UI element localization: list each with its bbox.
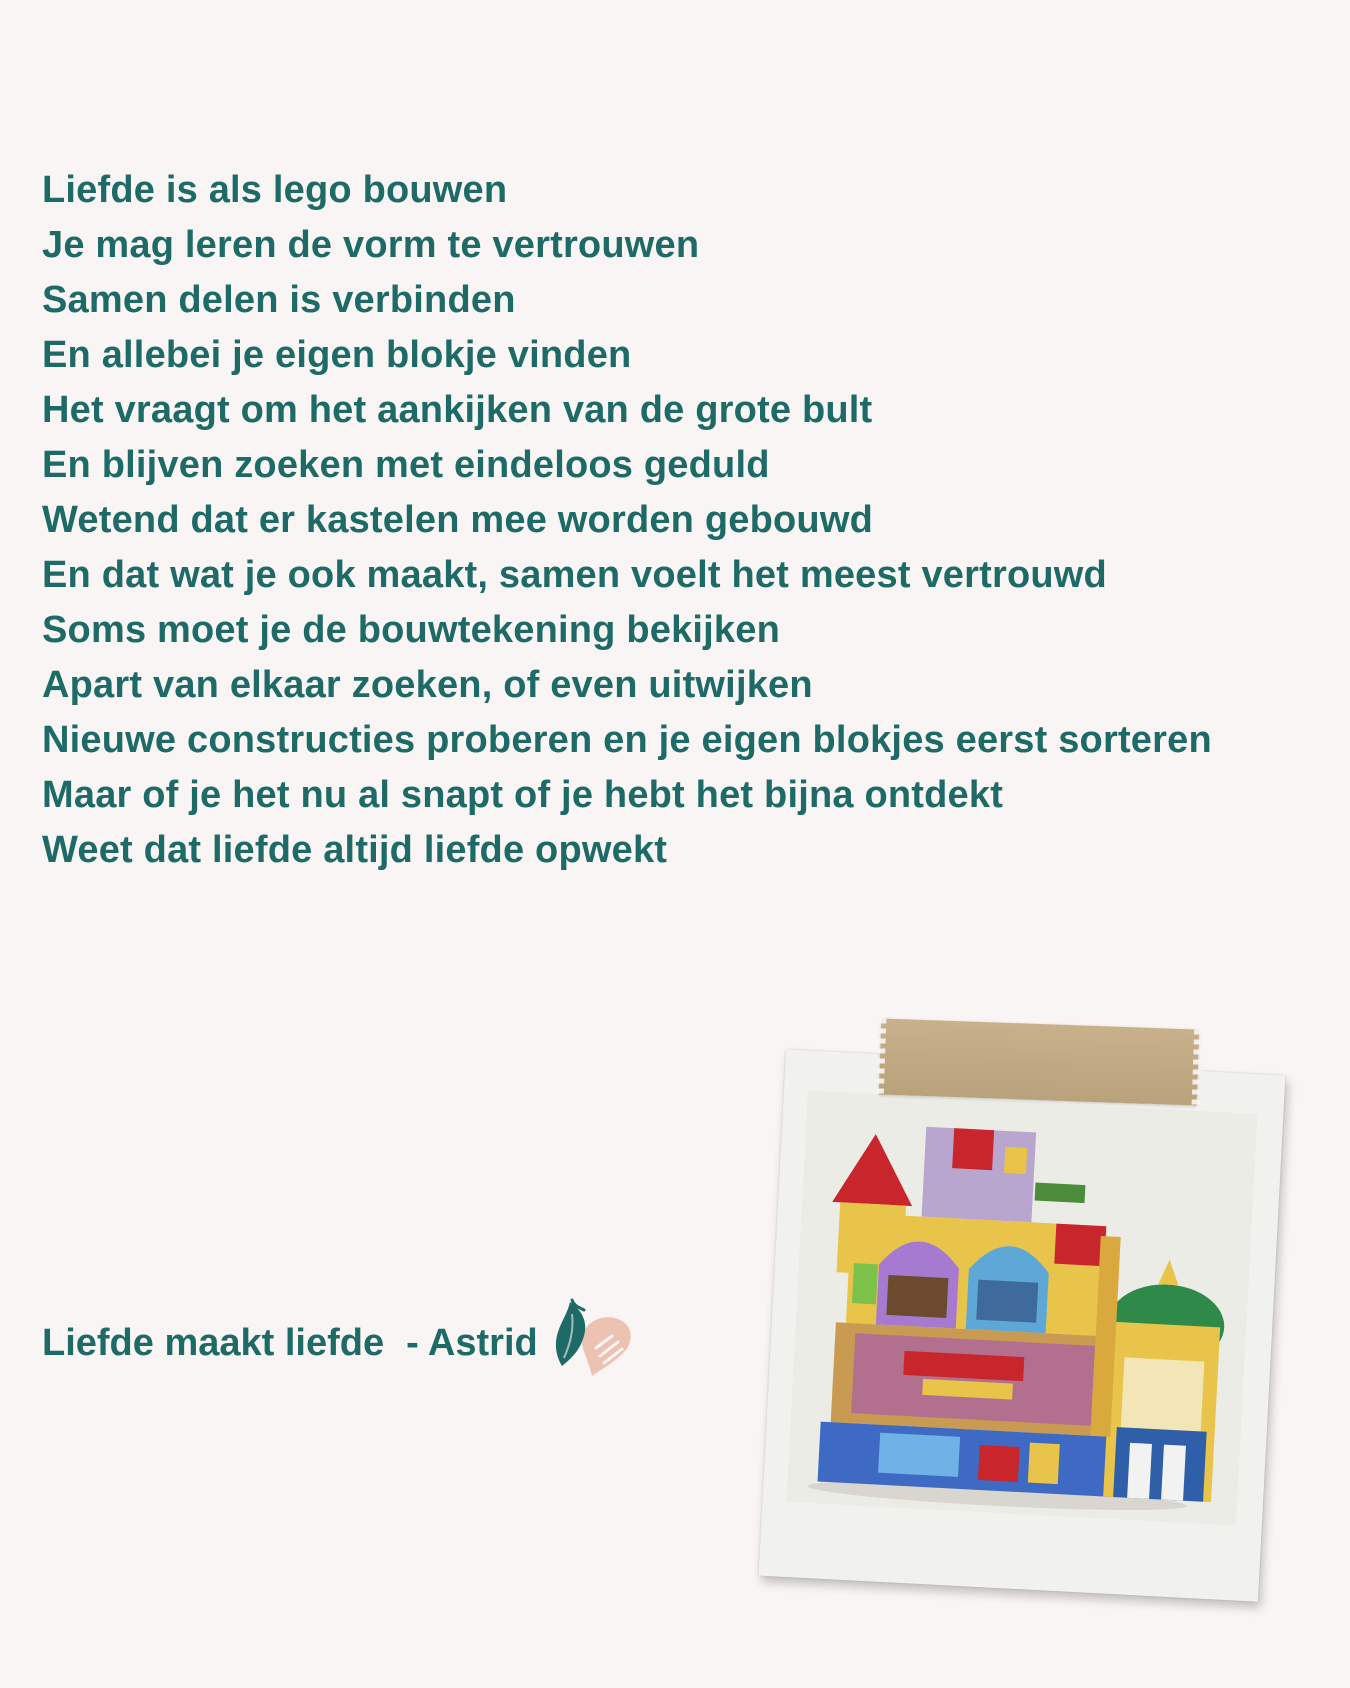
hands-heart-logo-icon: [550, 1296, 640, 1378]
lego-castle-illustration: [786, 1090, 1257, 1525]
poem-line: Nieuwe constructies proberen en je eigen blokjes eerst sorteren: [42, 719, 1212, 761]
poem-line: En allebei je eigen blokje vinden: [42, 334, 632, 376]
poem: [42, 163, 1212, 878]
signature-author: - Astrid: [406, 1321, 538, 1364]
poem-line: Samen delen is verbinden: [42, 279, 516, 321]
poem-line: Wetend dat er kastelen mee worden gebouwd: [42, 499, 874, 541]
poem-line: Soms moet je de bouwtekening bekijken: [42, 609, 781, 651]
signature-phrase: Liefde maakt liefde: [42, 1321, 385, 1364]
polaroid-photo: [759, 1049, 1286, 1601]
poem-line: Het vraagt om het aankijken van de grote bult: [42, 389, 873, 431]
poem-line: En blijven zoeken met eindeloos geduld: [42, 444, 770, 486]
tape-strip: [879, 1018, 1199, 1105]
poem-line: Liefde is als lego bouwen: [42, 169, 508, 211]
signature: [42, 1318, 640, 1368]
poem-line: Weet dat liefde altijd liefde opwekt: [42, 829, 668, 871]
poem-line: En dat wat je ook maakt, samen voelt het meest vertrouwd: [42, 554, 1107, 596]
poem-line: Maar of je het nu al snapt of je hebt het bijna ontdekt: [42, 774, 1004, 816]
poem-line: Je mag leren de vorm te vertrouwen: [42, 224, 700, 266]
poem-line: Apart van elkaar zoeken, of even uitwijken: [42, 664, 813, 706]
